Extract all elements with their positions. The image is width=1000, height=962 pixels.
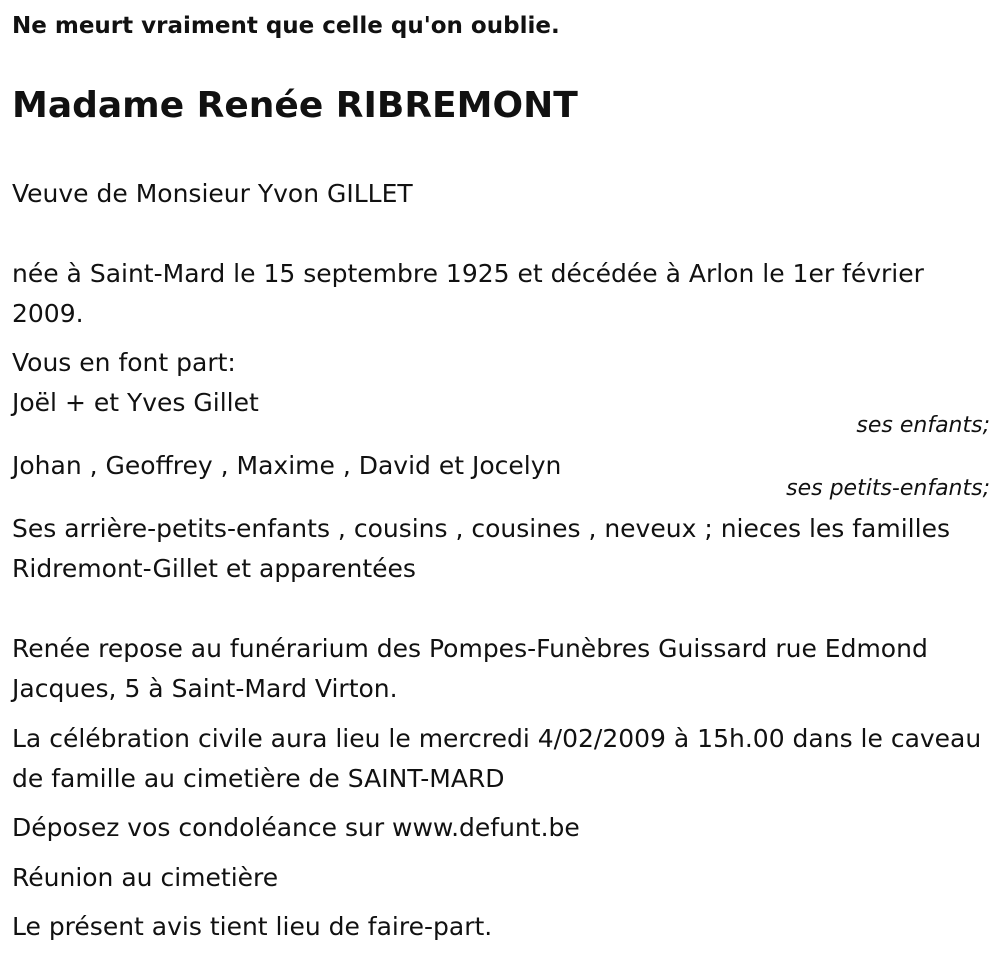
children-names: Joël + et Yves Gillet — [12, 388, 259, 417]
grandchildren-role-label: ses petits-enfants; — [786, 476, 990, 501]
epigraph: Ne meurt vraiment que celle qu'on oublie. — [12, 13, 560, 39]
deceased-name: Madame Renée RIBREMONT — [12, 85, 578, 126]
birth-death-line: née à Saint-Mard le 15 septembre 1925 et décédée à Arlon le 1er février 2009. — [12, 259, 924, 328]
grandchildren-names: Johan , Geoffrey , Maxime , David et Jocelyn — [12, 451, 562, 480]
extended-family-line: Ses arrière-petits-enfants , cousins , cousines , neveux ; nieces les familles Ridremont-Gillet et apparentées — [12, 514, 950, 583]
closing-line: Le présent avis tient lieu de faire-part. — [12, 912, 493, 941]
repose-location-line: Renée repose au funérarium des Pompes-Funèbres Guissard rue Edmond Jacques, 5 à Saint-Mard Virton. — [12, 634, 928, 703]
ceremony-details-line: La célébration civile aura lieu le mercredi 4/02/2009 à 15h.00 dans le caveau de famille au cimetière de SAINT-MARD — [12, 724, 982, 793]
widow-of-line: Veuve de Monsieur Yvon GILLET — [12, 179, 413, 208]
meeting-line: Réunion au cimetière — [12, 863, 279, 892]
children-role-label: ses enfants; — [856, 413, 990, 438]
condolence-line: Déposez vos condoléance sur www.defunt.be — [12, 813, 580, 842]
announcement-line: Vous en font part: — [12, 348, 236, 377]
